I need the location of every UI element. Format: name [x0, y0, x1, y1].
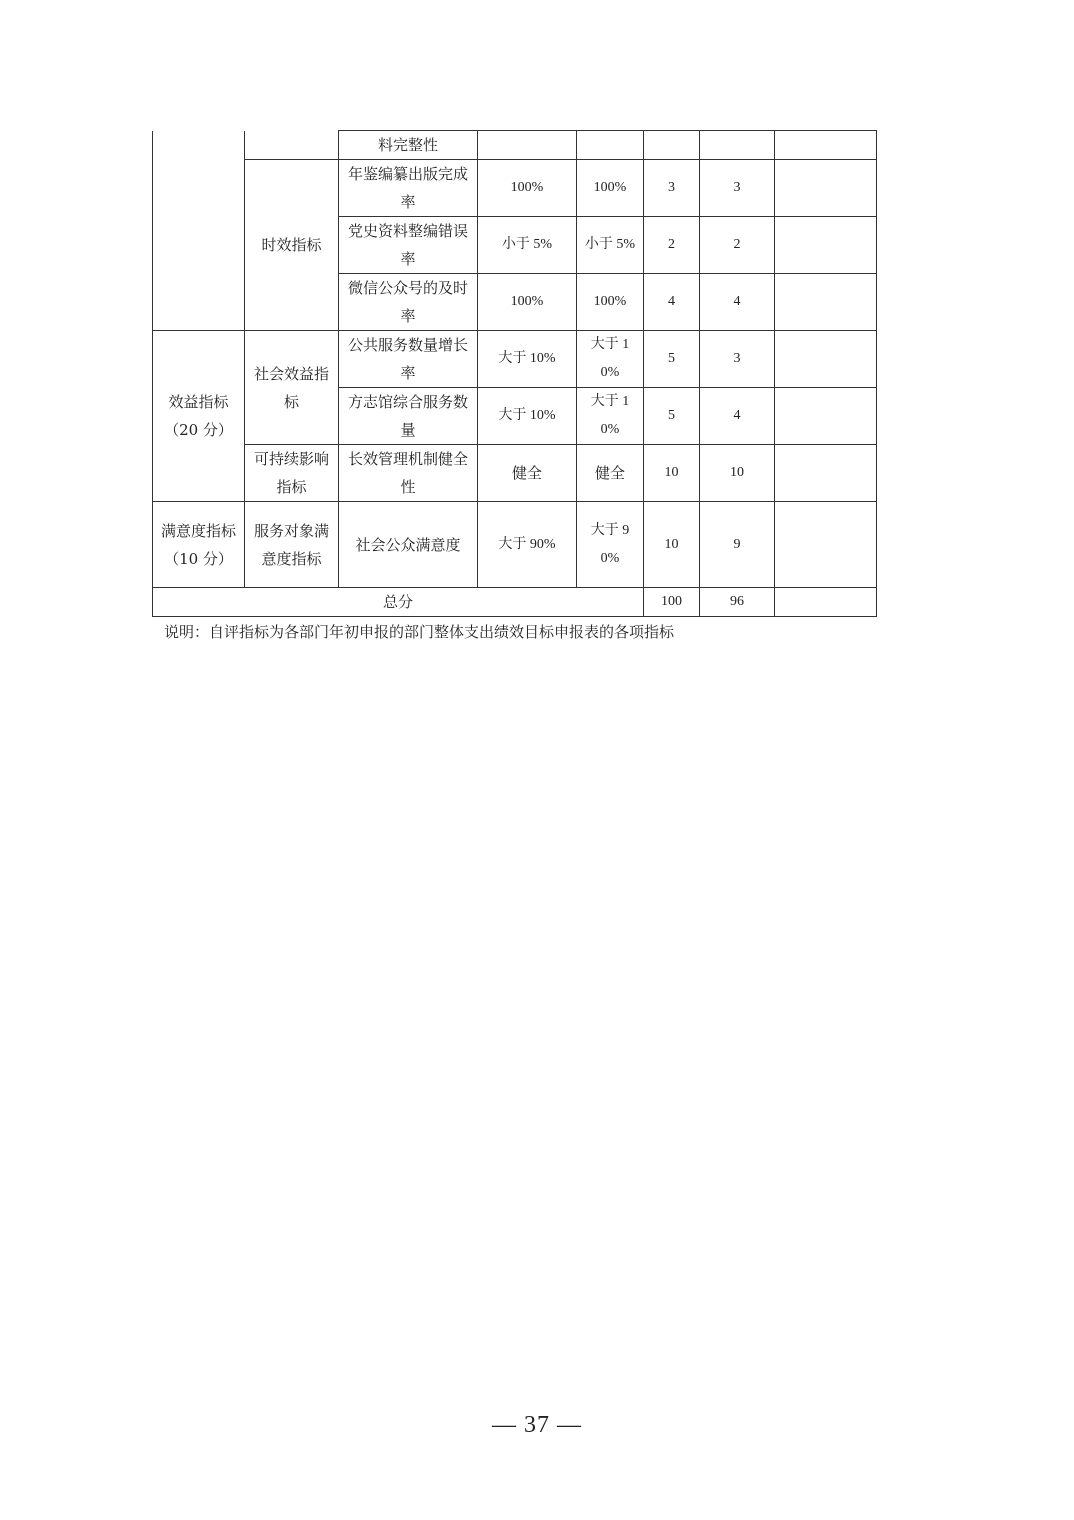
target-value-cell: 大于 10% [478, 388, 577, 445]
second-level-indicator-cell: 时效指标 [245, 160, 339, 331]
second-level-indicator-cell [245, 131, 339, 160]
score-cell: 10 [700, 445, 775, 502]
target-value-cell: 100% [478, 274, 577, 331]
third-level-indicator-cell: 微信公众号的及时率 [339, 274, 478, 331]
table-row [153, 502, 877, 588]
weight-cell: 5 [644, 331, 700, 388]
weight-cell: 5 [644, 388, 700, 445]
weight-cell [644, 131, 700, 160]
actual-value-cell: 健全 [577, 445, 644, 502]
score-cell: 3 [700, 331, 775, 388]
total-score: 96 [700, 588, 775, 617]
third-level-indicator-cell: 党史资料整编错误率 [339, 217, 478, 274]
table-row [153, 331, 877, 388]
score-cell: 4 [700, 388, 775, 445]
actual-value-cell: 大于 10% [577, 388, 644, 445]
actual-value-cell [577, 131, 644, 160]
second-level-indicator-cell: 社会效益指标 [245, 331, 339, 445]
score-cell [700, 131, 775, 160]
total-row [153, 588, 877, 617]
remark-cell [775, 160, 877, 217]
score-cell: 4 [700, 274, 775, 331]
remark-cell [775, 217, 877, 274]
remark-cell [775, 274, 877, 331]
performance-table [152, 130, 877, 617]
first-level-indicator-cell [153, 131, 245, 331]
third-level-indicator-cell: 社会公众满意度 [339, 502, 478, 588]
actual-value-cell: 大于 10% [577, 331, 644, 388]
actual-value-cell: 100% [577, 274, 644, 331]
remark-cell [775, 388, 877, 445]
remark-cell [775, 131, 877, 160]
actual-value-cell: 100% [577, 160, 644, 217]
weight-cell: 4 [644, 274, 700, 331]
weight-cell: 3 [644, 160, 700, 217]
target-value-cell [478, 131, 577, 160]
table-row [153, 160, 877, 217]
table-row [153, 445, 877, 502]
total-label: 总分 [153, 588, 644, 617]
target-value-cell: 100% [478, 160, 577, 217]
remark-cell [775, 445, 877, 502]
table-row [153, 131, 877, 160]
target-value-cell: 大于 90% [478, 502, 577, 588]
actual-value-cell: 大于 90% [577, 502, 644, 588]
third-level-indicator-cell: 料完整性 [339, 131, 478, 160]
third-level-indicator-cell: 公共服务数量增长率 [339, 331, 478, 388]
remark-cell [775, 502, 877, 588]
page-number: — 37 — [492, 1412, 582, 1438]
total-full-score: 100 [644, 588, 700, 617]
target-value-cell: 小于 5% [478, 217, 577, 274]
third-level-indicator-cell: 长效管理机制健全性 [339, 445, 478, 502]
first-level-indicator-cell: 满意度指标（10 分） [153, 502, 245, 588]
weight-cell: 2 [644, 217, 700, 274]
score-cell: 9 [700, 502, 775, 588]
remark-cell [775, 588, 877, 617]
target-value-cell: 健全 [478, 445, 577, 502]
weight-cell: 10 [644, 502, 700, 588]
weight-cell: 10 [644, 445, 700, 502]
target-value-cell: 大于 10% [478, 331, 577, 388]
table-note: 说明：自评指标为各部门年初申报的部门整体支出绩效目标申报表的各项指标 [164, 623, 675, 641]
actual-value-cell: 小于 5% [577, 217, 644, 274]
score-cell: 3 [700, 160, 775, 217]
remark-cell [775, 331, 877, 388]
third-level-indicator-cell: 方志馆综合服务数量 [339, 388, 478, 445]
third-level-indicator-cell: 年鉴编纂出版完成率 [339, 160, 478, 217]
score-cell: 2 [700, 217, 775, 274]
second-level-indicator-cell: 可持续影响指标 [245, 445, 339, 502]
second-level-indicator-cell: 服务对象满意度指标 [245, 502, 339, 588]
first-level-indicator-cell: 效益指标（20 分） [153, 331, 245, 502]
